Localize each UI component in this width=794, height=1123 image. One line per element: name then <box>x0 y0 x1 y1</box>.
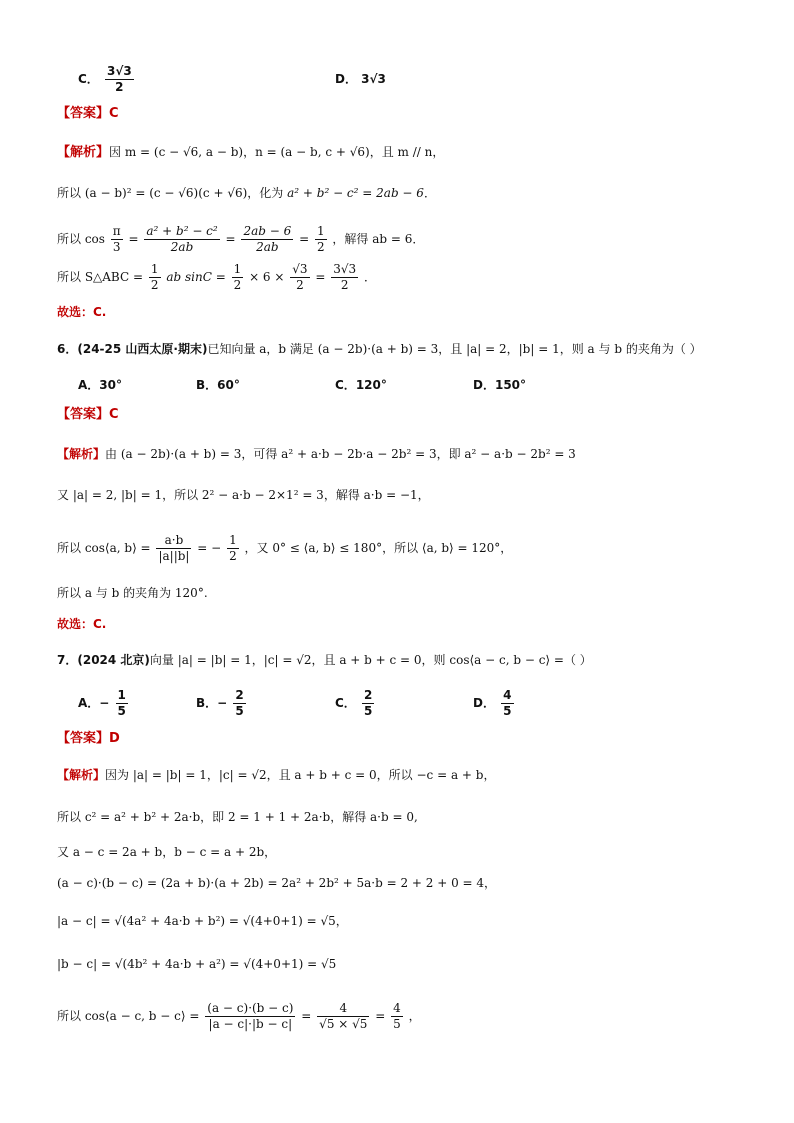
fraction: $\frac{√3}{2}$ <box>292 262 308 292</box>
solution-line: 又 |a| = 2, |b| = 1，所以 2² − a·b − 2×1² = 3，解得 a·b = −1， <box>57 488 430 502</box>
question-number: 7． <box>57 653 78 667</box>
solution-tag: 【解析】 <box>57 447 106 461</box>
option-a: A．30° <box>78 378 122 392</box>
answer-tag: 【答案】 <box>57 407 110 422</box>
answer-line <box>57 729 120 749</box>
solution-line: 【解析】因为 |a| = |b| = 1，|c| = √2，且 a + b + c = 0，所以 −c = a + b， <box>57 768 496 782</box>
fraction: $\frac{a\cdot b}{|a||b|}$ <box>158 533 190 563</box>
answer-value: C <box>109 106 119 121</box>
fraction: $\frac{\pi}{3}$ <box>112 224 121 254</box>
solution-line: 所以 cos⟨a − c, b − c⟩ = $\frac{(a - c)\cdot(b - c)}{|a - c|\cdot|b - c|}$ = $\frac{4}{√5 \times √5}$ = $\frac{4}{5}$ ， <box>57 1001 421 1031</box>
answer-tag: 【答案】 <box>57 731 110 746</box>
option-c: C．120° <box>335 378 387 392</box>
question-stem: 6．(24-25 山西太原·期末)已知向量 a，b 满足 (a − 2b)·(a + b) = 3，且 |a| = 2，|b| = 1，则 a 与 b 的夹角为（ ） <box>57 342 702 356</box>
option-b: B．− $\frac{2}{5}$ <box>196 688 244 718</box>
fraction: $\frac{1}{2}$ <box>150 262 159 292</box>
option-b: B．60° <box>196 378 240 392</box>
fraction: $\frac{3√3}{2}$ <box>333 262 357 292</box>
fraction: $\frac{1}{5}$ <box>117 688 126 718</box>
fraction: $\frac{2ab - 6}{2ab}$ <box>243 224 292 254</box>
solution-line: 又 a − c = 2a + b，b − c = a + 2b， <box>57 845 277 859</box>
solution-tag: 【解析】 <box>57 768 106 782</box>
option-label: D． <box>335 72 357 86</box>
option-a: A．− $\frac{1}{5}$ <box>78 688 126 718</box>
fraction: $\frac{1}{2}$ <box>229 533 237 563</box>
fraction: $\frac{4}{5}$ <box>393 1001 401 1031</box>
answer-tag: 【答案】 <box>57 106 110 121</box>
solution-line: 所以 c² = a² + b² + 2a·b，即 2 = 1 + 1 + 2a·b，解得 a·b = 0, <box>57 810 418 824</box>
conclusion: 故选：C. <box>57 617 107 631</box>
question-source: (24-25 山西太原·期末) <box>77 342 208 356</box>
question-source: (2024 北京) <box>77 653 150 667</box>
option-label: C． <box>78 72 99 86</box>
option-c <box>78 64 136 95</box>
option-c: C． $\frac{2}{5}$ <box>335 688 373 718</box>
option-value: 3√3 <box>361 72 386 86</box>
fraction: $\frac{4}{5}$ <box>503 688 512 718</box>
option-d: D．150° <box>473 378 527 392</box>
fraction: $\frac{1}{2}$ <box>316 224 325 254</box>
fraction: $\frac{2}{5}$ <box>364 688 373 718</box>
solution-tag: 【解析】 <box>57 145 110 160</box>
solution-line: 所以 (a − b)² = (c − √6)(c + √6)，化为 a² + b² − c² = 2ab − 6． <box>57 186 436 200</box>
solution-line: (a − c)·(b − c) = (2a + b)·(a + 2b) = 2a² + 2b² + 5a·b = 2 + 2 + 0 = 4， <box>57 876 497 890</box>
solution-line: |b − c| = √(4b² + 4a·b + a²) = √(4+0+1) = √5 <box>57 957 337 971</box>
question-stem: 7．(2024 北京)向量 |a| = |b| = 1，|c| = √2，且 a + b + c = 0，则 cos⟨a − c, b − c⟩ =（ ） <box>57 653 592 667</box>
option-d: D． $\frac{4}{5}$ <box>473 688 512 718</box>
solution-line: 所以 cos⟨a, b⟩ = $\frac{a\cdot b}{|a||b|}$ = − $\frac{1}{2}$ ，又 0° ≤ ⟨a, b⟩ ≤ 180°，所以 ⟨a, b⟩ = 120°， <box>57 533 513 563</box>
question-number: 6． <box>57 342 78 356</box>
solution-line: 【解析】由 (a − 2b)·(a + b) = 3，可得 a² + a·b − 2b·a − 2b² = 3，即 a² − a·b − 2b² = 3 <box>57 447 576 461</box>
fraction: $\frac{3√3}{2}$ <box>107 64 132 94</box>
fraction: $\frac{4}{√5 \times √5}$ <box>319 1001 368 1031</box>
solution-line: 所以 a 与 b 的夹角为 120°. <box>57 586 208 600</box>
answer-value: C <box>109 407 119 422</box>
conclusion: 故选：C. <box>57 305 107 319</box>
fraction: $\frac{\text{a² + b² − c²}}{2ab}$ <box>146 224 218 254</box>
solution-line: 所以 cos $\frac{\pi}{3}$ = $\frac{\text{a² + b² − c²}}{2ab}$ = $\frac{2ab - 6}{2ab}$ = $\frac{1}{2}$ ，解得 ab = 6． <box>57 224 425 254</box>
answer-line <box>57 405 119 425</box>
fraction: $\frac{(a - c)\cdot(b - c)}{|a - c|\cdot|b - c|}$ <box>207 1001 294 1031</box>
answer-value: D <box>109 731 120 746</box>
fraction: $\frac{1}{2}$ <box>233 262 242 292</box>
answer-line <box>57 104 119 124</box>
fraction: $\frac{2}{5}$ <box>235 688 244 718</box>
solution-line: 所以 S△ABC = $\frac{1}{2}$ ab sinC = $\frac{1}{2}$ × 6 × $\frac{√3}{2}$ = $\frac{3√3}{2}$ ． <box>57 262 377 292</box>
solution-line: |a − c| = √(4a² + 4a·b + b²) = √(4+0+1) = √5， <box>57 914 348 928</box>
solution-line: 【解析】因 m = (c − √6, a − b)，n = (a − b, c + √6)，且 m // n， <box>57 145 445 160</box>
option-d <box>335 69 386 89</box>
